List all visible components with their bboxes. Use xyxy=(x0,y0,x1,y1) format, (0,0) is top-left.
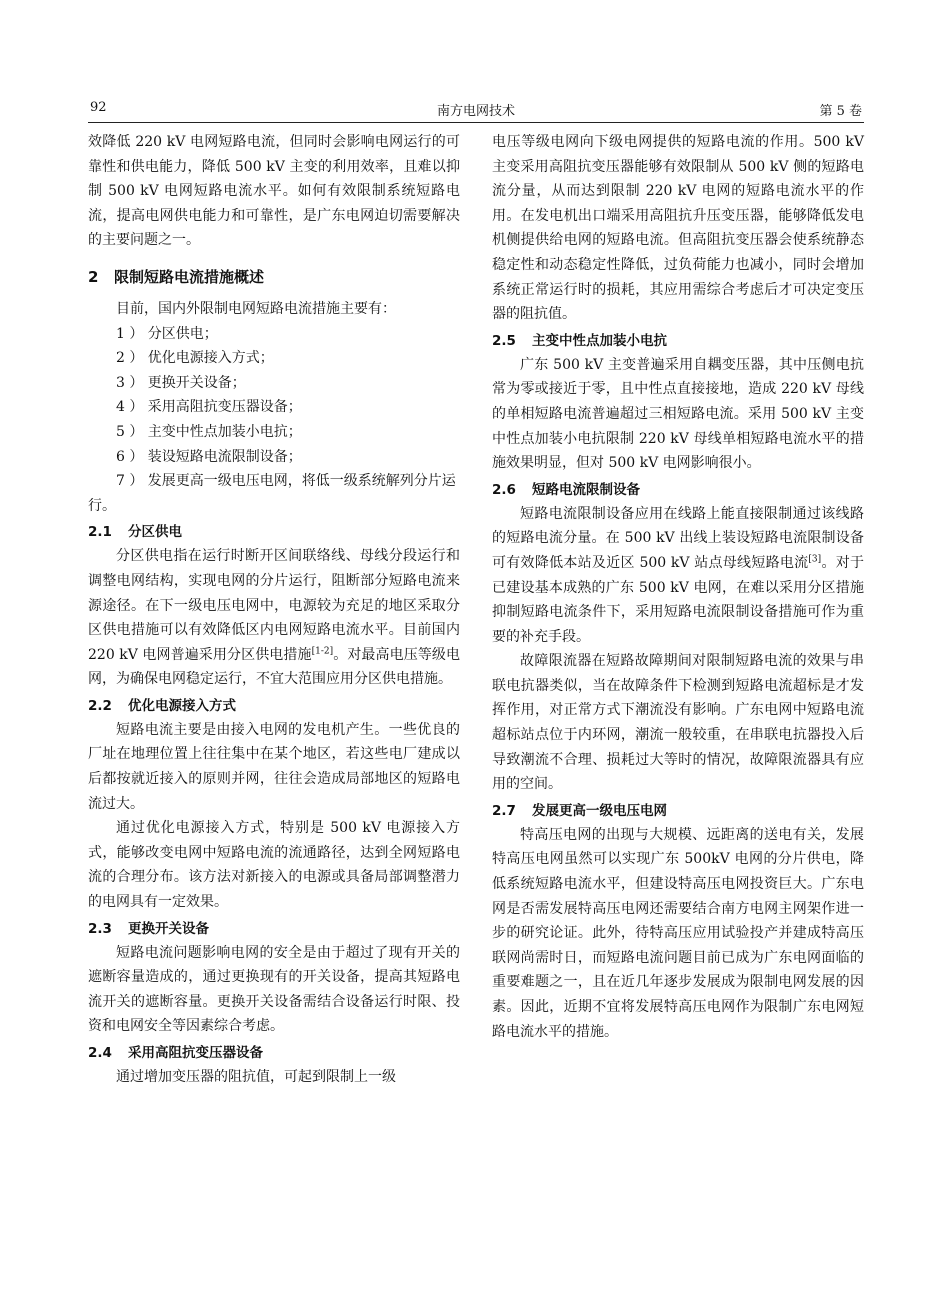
subsection-number: 2.5 xyxy=(492,332,516,349)
subsection-number: 2.3 xyxy=(88,920,112,937)
subsection-title: 分区供电 xyxy=(128,524,182,541)
measure-item: 5 ） 主变中性点加装小电抗； xyxy=(116,423,302,440)
subsection-number: 2.1 xyxy=(88,524,112,541)
subsection-2-6-para-1 xyxy=(492,502,864,650)
subsection-2-2-para-1: 短路电流主要是由接入电网的发电机产生。一些优良的厂址在地理位置上往往集中在某个地区，若这些电厂建成以后都按就近接入的原则并网，往往会造成局部地区的短路电流过大。 xyxy=(88,721,460,812)
paragraph-text: 。对最高电压等级电网，为确保电网稳定运行，不宜大范围应用分区供电措施。 xyxy=(88,646,461,688)
subsection-2-4-heading xyxy=(88,1041,460,1065)
subsection-2-3-para-1: 短路电流问题影响电网的安全是由于超过了现有开关的遮断容量造成的，通过更换现有的开关设备，提高其短路电流开关的遮断容量。更换开关设备需结合设备运行时限、投资和电网安全等因素综合考虑。 xyxy=(88,944,460,1035)
subsection-title: 采用高阻抗变压器设备 xyxy=(128,1045,263,1061)
subsection-number: 2.6 xyxy=(492,481,516,498)
paragraph-text: 分区供电指在运行时断开区间联络线、母线分段运行和调整电网结构，实现电网的分片运行，阻断部分短路电流来源途径。在下一级电压电网中，电源较为充足的地区采取分区供电措施可以有效降低区内电网短路电流水平。目前国内 220 kV 电网普遍采用分区供电措施 xyxy=(88,548,460,663)
subsection-2-1-text xyxy=(88,544,460,692)
subsection-title: 发展更高一级电压电网 xyxy=(532,802,667,819)
subsection-2-5-heading xyxy=(492,329,864,353)
section-title: 限制短路电流措施概述 xyxy=(114,267,265,286)
subsection-2-2-para-2: 通过优化电源接入方式，特别是 500 kV 电源接入方式，能够改变电网中短路电流的流通路径，达到全网短路电流的合理分布。该方法对新接入的电源或具备局部调整潜力的电网具有一定效果。 xyxy=(88,820,460,911)
subsection-2-2-heading xyxy=(88,694,460,718)
paragraph-text: 。对于已建设基本成熟的广东 500 kV 电网，在难以采用分区措施抑制短路电流条件下，采用短路电流限制设备措施可作为重要的补充手段。 xyxy=(492,554,864,645)
measure-item: 2 ） 优化电源接入方式； xyxy=(116,350,274,367)
subsection-title: 短路电流限制设备 xyxy=(532,481,640,498)
subsection-title: 优化电源接入方式 xyxy=(128,697,236,714)
measure-item: 1 ） 分区供电； xyxy=(116,325,218,342)
citation: [3] xyxy=(808,554,822,565)
subsection-2-5-para-1: 广东 500 kV 主变普遍采用自耦变压器，其中压侧电抗常为零或接近于零，且中性点直接接地，造成 220 kV 母线的单相短路电流普遍超过三相短路电流。采用 500 kV 主变中性点加装小电抗限制 220 kV 母线单相短路电流水平的措施效果明显，但对 500 kV 电网影响很小。 xyxy=(492,356,864,472)
section-number: 2 xyxy=(88,267,99,286)
subsection-number: 2.2 xyxy=(88,697,112,714)
measure-item: 7 ） 发展更高一级电压电网，将低一级系统解列分片运行。 xyxy=(88,473,456,514)
subsection-2-7-para-1: 特高压电网的出现与大规模、远距离的送电有关，发展特高压电网虽然可以实现广东 500kV 电网的分片供电，降低系统短路电流水平，但建设特高压电网投资巨大。广东电网是否需发展特高压电网还需要结合南方电网主网架作进一步的研究论证。此外，待特高压应用试验投产并建成特高压联网尚需时日，而短路电流问题目前已成为广东电网面临的重要难题之一，且在近几年逐步发展成为限制电网发展的因素。因此，近期不宜将发展特高压电网作为限制广东电网短路电流水平的措施。 xyxy=(492,826,864,1040)
page-number: 92 xyxy=(90,100,107,115)
subsection-number: 2.7 xyxy=(492,802,516,819)
section-2-heading xyxy=(88,265,460,289)
subsection-title: 更换开关设备 xyxy=(128,920,209,937)
subsection-2-3-heading xyxy=(88,917,460,941)
subsection-2-1-heading xyxy=(88,520,460,544)
left-column xyxy=(88,130,460,1090)
measure-item: 6 ） 装设短路电流限制设备； xyxy=(116,448,302,465)
journal-title: 南方电网技术 xyxy=(436,104,515,119)
subsection-number: 2.4 xyxy=(88,1045,112,1061)
citation: [1-2] xyxy=(311,646,334,657)
running-header xyxy=(88,96,864,123)
intro-paragraph: 效降低 220 kV 电网短路电流，但同时会影响电网运行的可靠性和供电能力，降低 500 kV 主变的利用效率，且难以抑制 500 kV 电网短路电流水平。如何有效限制系统短路电流，提高电网供电能力和可靠性，是广东电网迫切需要解决的主要问题之一。 xyxy=(88,134,460,249)
subsection-2-6-para-2: 故障限流器在短路故障期间对限制短路电流的效果与串联电抗器类似，当在故障条件下检测到短路电流超标是才发挥作用，对正常方式下潮流没有影响。广东电网中短路电流超标站点位于内环网，潮流一般较重，在串联电抗器投入后导致潮流不合理、损耗过大等时的情况，故障限流器具有应用的空间。 xyxy=(492,653,864,793)
subsection-title: 主变中性点加装小电抗 xyxy=(532,332,667,349)
measure-item: 4 ） 采用高阻抗变压器设备； xyxy=(116,399,302,416)
subsection-2-4-para-start: 通过增加变压器的阻抗值，可起到限制上一级 xyxy=(116,1069,396,1085)
volume-label: 第 5 卷 xyxy=(819,104,862,119)
right-column xyxy=(492,130,864,1044)
paragraph-text: 短路电流限制设备应用在线路上能直接限制通过该线路的短路电流分量。在 500 kV 出线上装设短路电流限制设备可有效降低本站及近区 500 kV 站点母线短路电流 xyxy=(492,505,864,571)
measure-item: 3 ） 更换开关设备； xyxy=(116,374,246,391)
subsection-2-7-heading xyxy=(492,799,864,823)
subsection-2-4-para-continued: 电压等级电网向下级电网提供的短路电流的作用。500 kV 主变采用高阻抗变压器能够有效限制从 500 kV 侧的短路电流分量，从而达到限制 220 kV 电网的短路电流水平的作用。在发电机出口端采用高阻抗升压变压器，能够降低发电机侧提供给电网的短路电流。但高阻抗变压器会使系统静态稳定性和动态稳定性降低，过负荷能力也减小，同时会增加系统正常运行时的损耗，其应用需综合考虑后才可决定变压器的阻抗值。 xyxy=(492,134,864,323)
subsection-2-6-heading xyxy=(492,478,864,502)
section-2-intro: 目前，国内外限制电网短路电流措施主要有： xyxy=(116,300,396,317)
